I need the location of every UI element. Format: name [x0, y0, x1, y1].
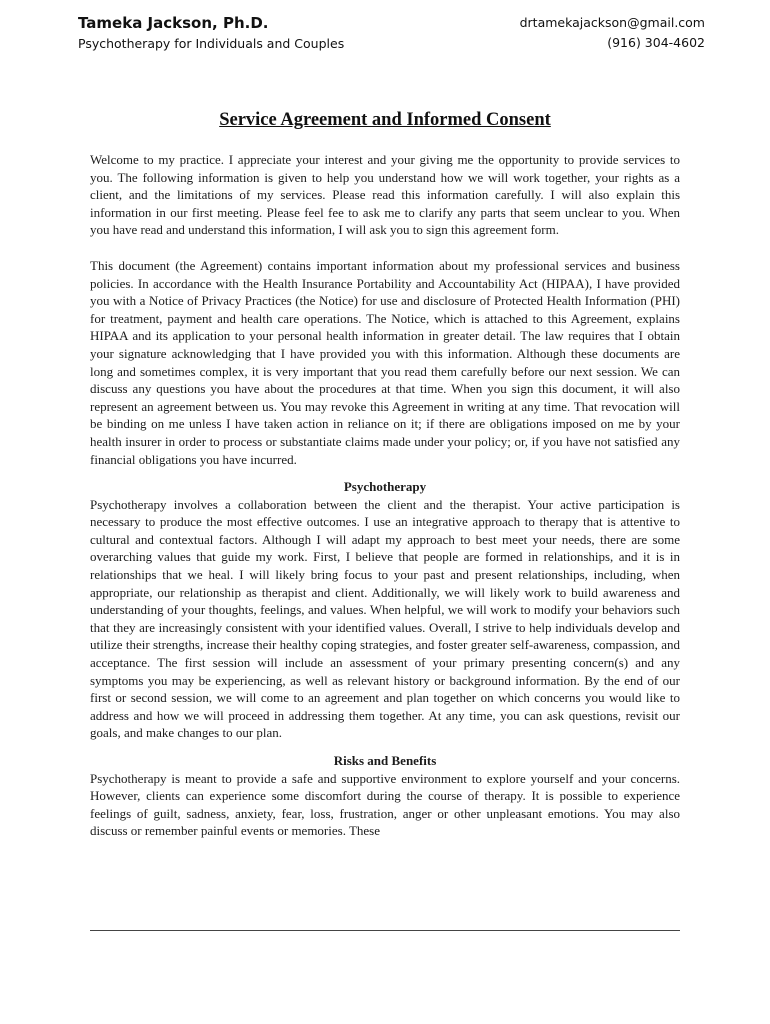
- letterhead-left: [78, 13, 344, 53]
- therapist-name: Tameka Jackson, Ph.D.: [78, 14, 269, 32]
- section-text-psychotherapy: Psychotherapy involves a collaboration between the client and the therapist. Your active participation is necessary to produce the most effective outcomes. I use an integrative approach to therapy that is attentive to cultural and contextual factors. Although I will adapt my approach to best meet your needs, there are some overarching values that guide my work. First, I believe that people are formed in relationships, and it is in relationships that we heal. I will likely bring focus to your past and present relationships, including, when appropriate, our relationship as therapist and client. Additionally, we will likely work to build awareness and understanding of your thoughts, feelings, and values. When helpful, we will work to modify your behaviors such that they are increasingly consistent with your identified values. Overall, I strive to help individuals develop and utilize their strengths, increase their healthy coping strategies, and foster greater self-awareness, compassion, and acceptance. The first session will include an assessment of your primary presenting concern(s) and any symptoms you may be experiencing, as well as relevant history or background information. By the end of our first or second session, we will come to an agreement and plan together on which concerns you would like to address and how we will proceed in addressing them together. At any time, you can ask questions, revisit our goals, and make changes to our plan.: [90, 496, 680, 741]
- contact-email: drtamekajackson@gmail.com: [519, 15, 705, 30]
- section-heading-risks-benefits: Risks and Benefits: [333, 753, 437, 768]
- document-body: [90, 151, 680, 840]
- intro-paragraph: Welcome to my practice. I appreciate your interest and your giving me the opportunity to provide services to you. The following information is given to help you understand how we will work together, your rights as a client, and the limitations of my services. Please read this information carefully. I will also explain this information in our first meeting. Please feel fee to ask me to clarify any parts that seem unclear to you. When you have read and understand this information, I will ask you to sign this agreement form.: [90, 152, 680, 238]
- agreement-paragraph: This document (the Agreement) contains important information about my professional services and business policies. In accordance with the Health Insurance Portability and Accountability Act (HIPAA), I have provided you with a Notice of Privacy Practices (the Notice) for use and disclosure of Protected Health Information (PHI) for treatment, payment and health care operations. The Notice, which is attached to this Agreement, explains HIPAA and its application to your personal health information in greater detail. The law requires that I obtain your signature acknowledging that I have provided you with this information. Although these documents are long and sometimes complex, it is very important that you read them carefully before our next session. We can discuss any questions you have about the procedures at that time. When you sign this document, it will also represent an agreement between us. You may revoke this Agreement in writing at any time. That revocation will be binding on me unless I have taken action in reliance on it; if there are obligations imposed on me by your health insurer in order to process or substantiate claims made under your policy; or, if you have not satisfied any financial obligations you have incurred.: [90, 257, 680, 467]
- footer-divider: [90, 930, 680, 931]
- letterhead-contact: [520, 13, 705, 53]
- practice-subtitle: Psychotherapy for Individuals and Couples: [78, 36, 345, 51]
- document-title: Service Agreement and Informed Consent: [219, 110, 551, 130]
- section-heading-psychotherapy: Psychotherapy: [343, 479, 427, 495]
- contact-phone: (916) 304-4602: [607, 35, 705, 50]
- section-text-risks-benefits: Psychotherapy is meant to provide a safe and supportive environment to explore yourself and your concerns. However, clients can experience some discomfort during the course of therapy. It is possible to experience feelings of guilt, sadness, anxiety, fear, loss, frustration, anger or other unpleasant emotions. You may also discuss or remember painful events or memories. These: [90, 770, 680, 839]
